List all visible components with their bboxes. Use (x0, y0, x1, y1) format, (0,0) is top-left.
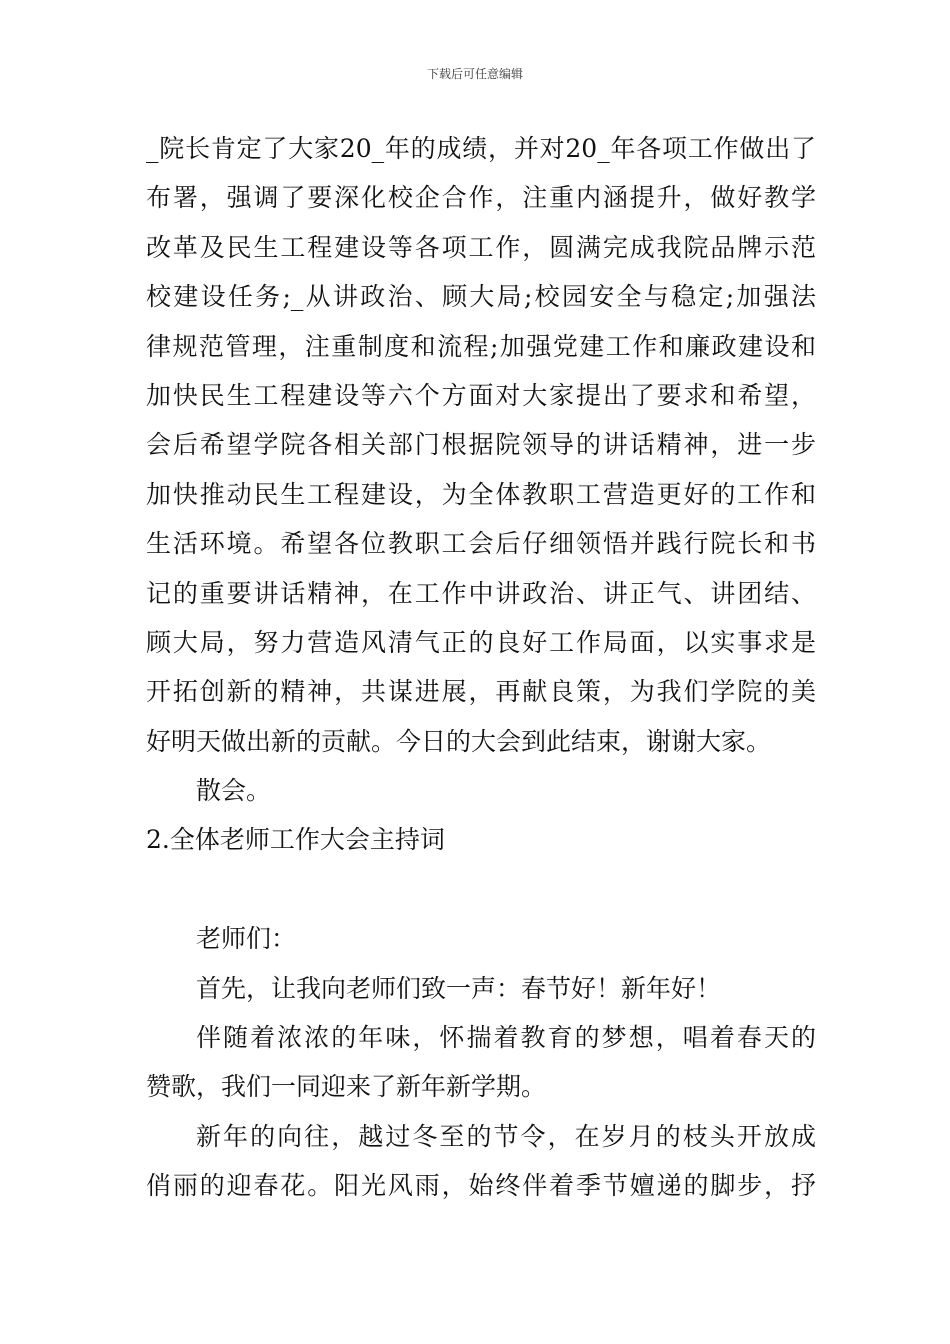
text-line: 布署，强调了要深化校企合作，注重内涵提升，做好教学 (146, 183, 816, 213)
paragraph-new-semester (146, 1013, 816, 1112)
text-line: 好明天做出新的贡献。今日的大会到此结束，谢谢大家。 (146, 726, 772, 756)
text-line: 顾大局，努力营造风清气正的良好工作局面，以实事求是 (146, 627, 816, 657)
text-line: 俏丽的迎春花。阳光风雨，始终伴着季节嬗递的脚步，抒 (146, 1171, 816, 1201)
text-line: 新年的向往，越过冬至的节令，在岁月的枝头开放成 (196, 1121, 816, 1151)
greeting-text: 老师们： (196, 924, 297, 954)
blank-line (146, 865, 816, 914)
page-header: 下载后可任意编辑 (426, 67, 523, 81)
text-line: 赞歌，我们一同迎来了新年新学期。 (146, 1072, 547, 1102)
paragraph-new-year-wish: 首先，让我向老师们致一声：春节好！新年好！ (196, 973, 722, 1003)
text-line: _院长肯定了大家20_年的成绩，并对20_年各项工作做出了 (146, 134, 816, 163)
text-line: 校建设任务;_从讲政治、顾大局;校园安全与稳定;加强法 (146, 282, 816, 312)
text-line: 开拓创新的精神，共谋进展，再献良策，为我们学院的美 (146, 677, 816, 707)
text-line: 生活环境。希望各位教职工会后仔细领悟并践行院长和书 (146, 529, 816, 559)
paragraph-summary (146, 124, 816, 766)
text-line: 记的重要讲话精神，在工作中讲政治、讲正气、讲团结、 (146, 578, 816, 608)
text-line: 会后希望学院各相关部门根据院领导的讲话精神，进一步 (146, 430, 816, 460)
section-title: 2.全体老师工作大会主持词 (146, 825, 445, 855)
closing-text: 散会。 (196, 776, 272, 806)
text-line: 改革及民生工程建设等各项工作，圆满完成我院品牌示范 (146, 232, 816, 262)
document-body (146, 124, 816, 1211)
paragraph-spring (146, 1112, 816, 1211)
text-line: 伴随着浓浓的年味，怀揣着教育的梦想，唱着春天的 (196, 1023, 816, 1053)
text-line: 律规范管理，注重制度和流程;加强党建工作和廉政建设和 (146, 331, 816, 361)
text-line: 加快推动民生工程建设，为全体教职工营造更好的工作和 (146, 479, 816, 509)
text-line: 加快民生工程建设等六个方面对大家提出了要求和希望， (146, 380, 816, 410)
